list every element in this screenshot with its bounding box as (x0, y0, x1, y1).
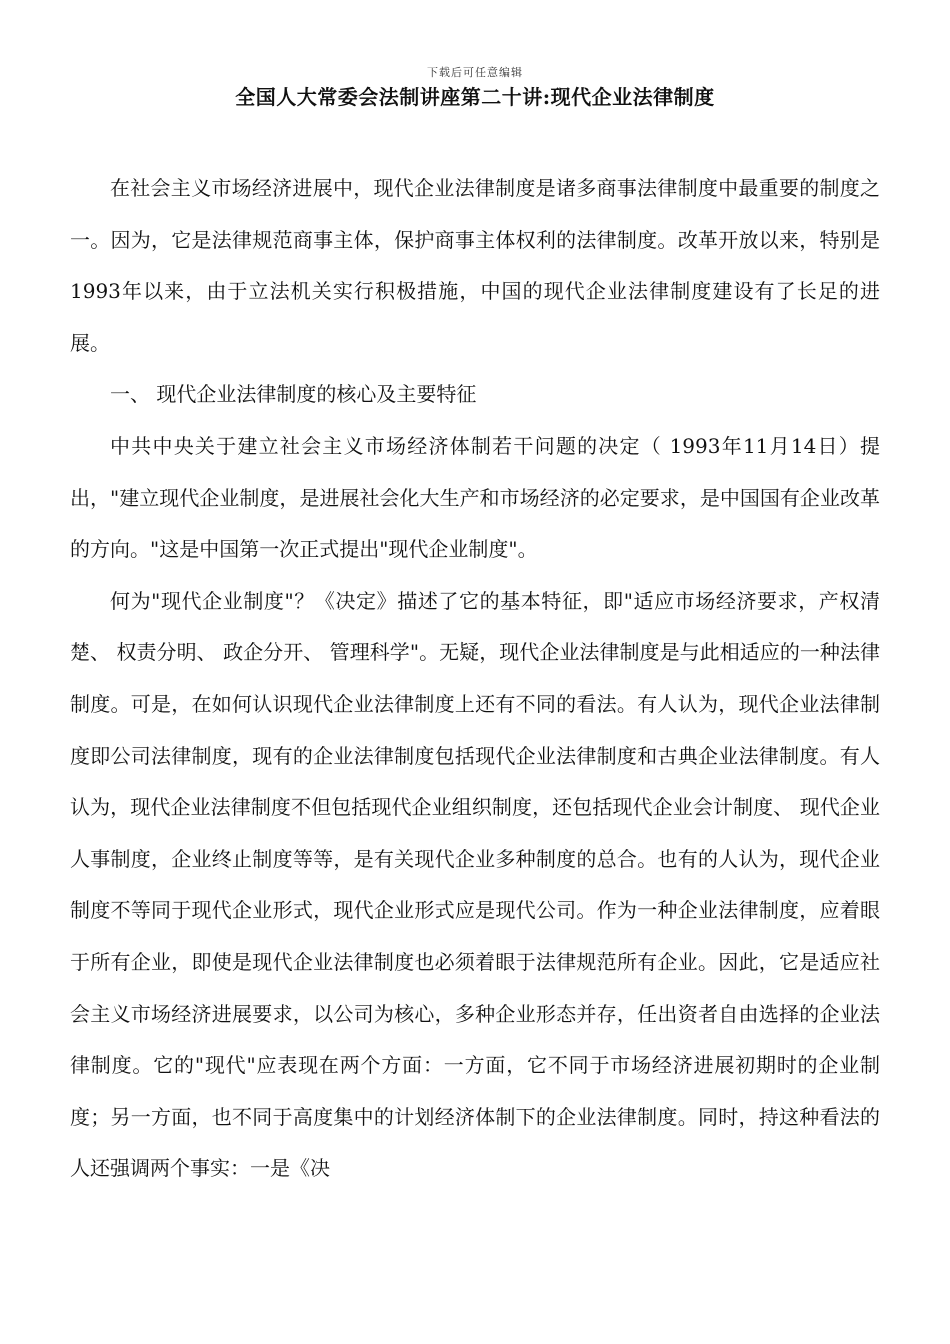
section-heading-1: 一、 现代企业法律制度的核心及主要特征 (110, 382, 477, 407)
document-body (70, 163, 880, 1195)
paragraph-intro: 在社会主义市场经济进展中，现代企业法律制度是诸多商事法律制度中最重要的制度之一。因为，它是法律规范商事主体，保护商事主体权利的法律制度。改革开放以来，特别是1993年以来，由于立法机关实行积极措施，中国的现代企业法律制度建设有了长足的进展。 (70, 176, 880, 355)
paragraph-definition: 何为"现代企业制度"？《决定》描述了它的基本特征，即"适应市场经济要求，产权清楚、 权责分明、 政企分开、 管理科学"。无疑，现代企业法律制度是与此相适应的一种法律制度。可是，在如何认识现代企业法律制度上还有不同的看法。有人认为，现代企业法律制度即公司法律制度，现有的企业法律制度包括现代企业法律制度和古典企业法律制度。有人认为，现代企业法律制度不但包括现代企业组织制度，还包括现代企业会计制度、 现代企业人事制度，企业终止制度等等，是有关现代企业多种制度的总合。也有的人认为，现代企业制度不等同于现代企业形式，现代企业形式应是现代公司。作为一种企业法律制度，应着眼于所有企业，即使是现代企业法律制度也必须着眼于法律规范所有企业。因此，它是适应社会主义市场经济进展要求，以公司为核心，多种企业形态并存，任出资者自由选择的企业法律制度。它的"现代"应表现在两个方面：一方面，它不同于市场经济进展初期时的企业制度；另一方面，也不同于高度集中的计划经济体制下的企业法律制度。同时，持这种看法的人还强调两个事实：一是《决 (70, 588, 880, 1181)
header-note: 下载后可任意编辑 (427, 66, 523, 79)
document-title: 全国人大常委会法制讲座第二十讲:现代企业法律制度 (235, 85, 715, 109)
paragraph-decision: 中共中央关于建立社会主义市场经济体制若干问题的决定（ 1993年11月14日）提出，"建立现代企业制度，是进展社会化大生产和市场经济的必定要求，是中国国有企业改革的方向。"这是中国第一次正式提出"现代企业制度"。 (70, 433, 880, 562)
